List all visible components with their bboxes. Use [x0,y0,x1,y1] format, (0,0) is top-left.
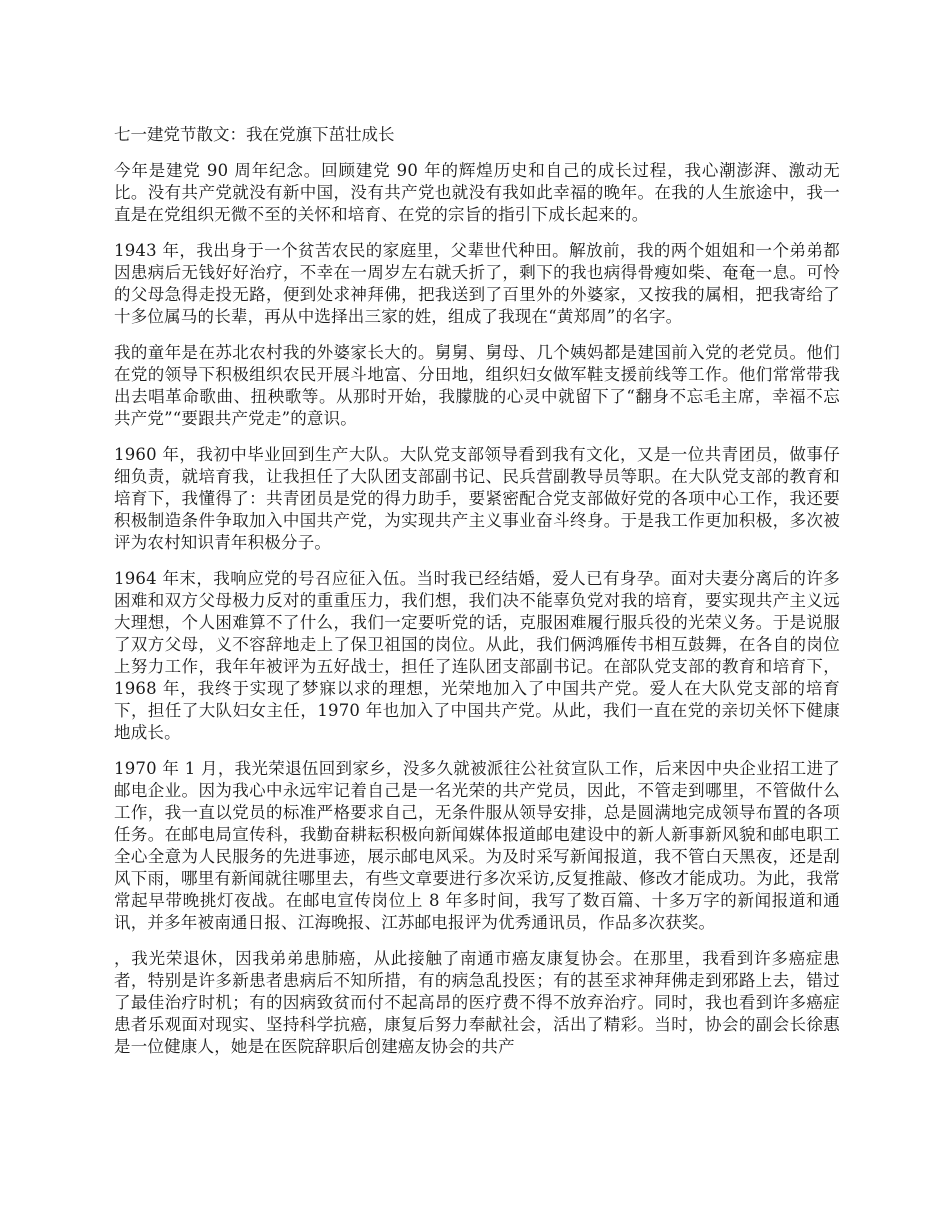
paragraph-3: 我的童年是在苏北农村我的外婆家长大的。舅舅、舅母、几个姨妈都是建国前入党的老党员。他们在党的领导下积极组织农民开展斗地富、分田地，组织妇女做军鞋支援前线等工作。他们常常带我出去唱革命歌曲、扭秧歌等。从那时开始，我朦胧的心灵中就留下了“翻身不忘毛主席，幸福不忘共产党”“要跟共产党走”的意识。 [114,343,840,428]
document-page [114,124,840,1072]
document-title: 七一建党节散文：我在党旗下茁壮成长 [114,125,395,144]
paragraph-6: 1970 年 1 月，我光荣退伍回到家乡，没多久就被派往公社贫宣队工作，后来因中央企业招工进了邮电企业。因为我心中永远牢记着自己是一名光荣的共产党员，因此，不管走到哪里，不管做什么工作，我一直以党员的标准严格要求自己，无条件服从领导安排，总是圆满地完成领导布置的各项任务。在邮电局宣传科，我勤奋耕耘积极向新闻媒体报道邮电建设中的新人新事新风貌和邮电职工全心全意为人民服务的先进事迹，展示邮电风采。为及时采写新闻报道，我不管白天黑夜，还是刮风下雨，哪里有新闻就往哪里去，有些文章要进行多次采访,反复推敲、修改才能成功。为此，我常常起早带晚挑灯夜战。在邮电宣传岗位上 8 年多时间，我写了数百篇、十多万字的新闻报道和通讯，并多年被南通日报、江海晚报、江苏邮电报评为优秀通讯员，作品多次获奖。 [114,759,840,932]
paragraph-1: 今年是建党 90 周年纪念。回顾建党 90 年的辉煌历史和自己的成长过程，我心潮澎湃、激动无比。没有共产党就没有新中国，没有共产党也就没有我如此幸福的晚年。在我的人生旅途中，我一直是在党组织无微不至的关怀和培育、在党的宗旨的指引下成长起来的。 [114,161,840,224]
paragraph-5: 1964 年末，我响应党的号召应征入伍。当时我已经结婚，爱人已有身孕。面对夫妻分离后的许多困难和双方父母极力反对的重重压力，我们想，我们决不能辜负党对我的培育，要实现共产主义远大理想，个人困难算不了什么，我们一定要听党的话，克服困难履行服兵役的光荣义务。于是说服了双方父母，义不容辞地走上了保卫祖国的岗位。从此，我们俩鸿雁传书相互鼓舞，在各自的岗位上努力工作，我年年被评为五好战士，担任了连队团支部副书记。在部队党支部的教育和培育下，1968 年，我终于实现了梦寐以求的理想，光荣地加入了中国共产党。爱人在大队党支部的培育下，担任了大队妇女主任，1970 年也加入了中国共产党。从此，我们一直在党的亲切关怀下健康地成长。 [114,569,840,742]
paragraph-2: 1943 年，我出身于一个贫苦农民的家庭里，父辈世代种田。解放前，我的两个姐姐和一个弟弟都因患病后无钱好好治疗，不幸在一周岁左右就夭折了，剩下的我也病得骨瘦如柴、奄奄一息。可怜的父母急得走投无路，便到处求神拜佛，把我送到了百里外的外婆家，又按我的属相，把我寄给了十多位属马的长辈，再从中选择出三家的姓，组成了我现在“黄郑周”的名字。 [114,241,840,326]
paragraph-7: ，我光荣退休，因我弟弟患肺癌，从此接触了南通市癌友康复协会。在那里，我看到许多癌症患者，特别是许多新患者患病后不知所措，有的病急乱投医；有的甚至求神拜佛走到邪路上去，错过了最佳治疗时机；有的因病致贫而付不起高昂的医疗费不得不放弃治疗。同时，我也看到许多癌症患者乐观面对现实、坚持科学抗癌，康复后努力奉献社会，活出了精彩。当时，协会的副会长徐惠是一位健康人，她是在医院辞职后创建癌友协会的共产 [114,949,840,1056]
paragraph-4: 1960 年，我初中毕业回到生产大队。大队党支部领导看到我有文化，又是一位共青团员，做事仔细负责，就培育我，让我担任了大队团支部副书记、民兵营副教导员等职。在大队党支部的教育和培育下，我懂得了：共青团员是党的得力助手，要紧密配合党支部做好党的各项中心工作，我还要积极制造条件争取加入中国共产党，为实现共产主义事业奋斗终身。于是我工作更加积极，多次被评为农村知识青年积极分子。 [114,445,840,552]
